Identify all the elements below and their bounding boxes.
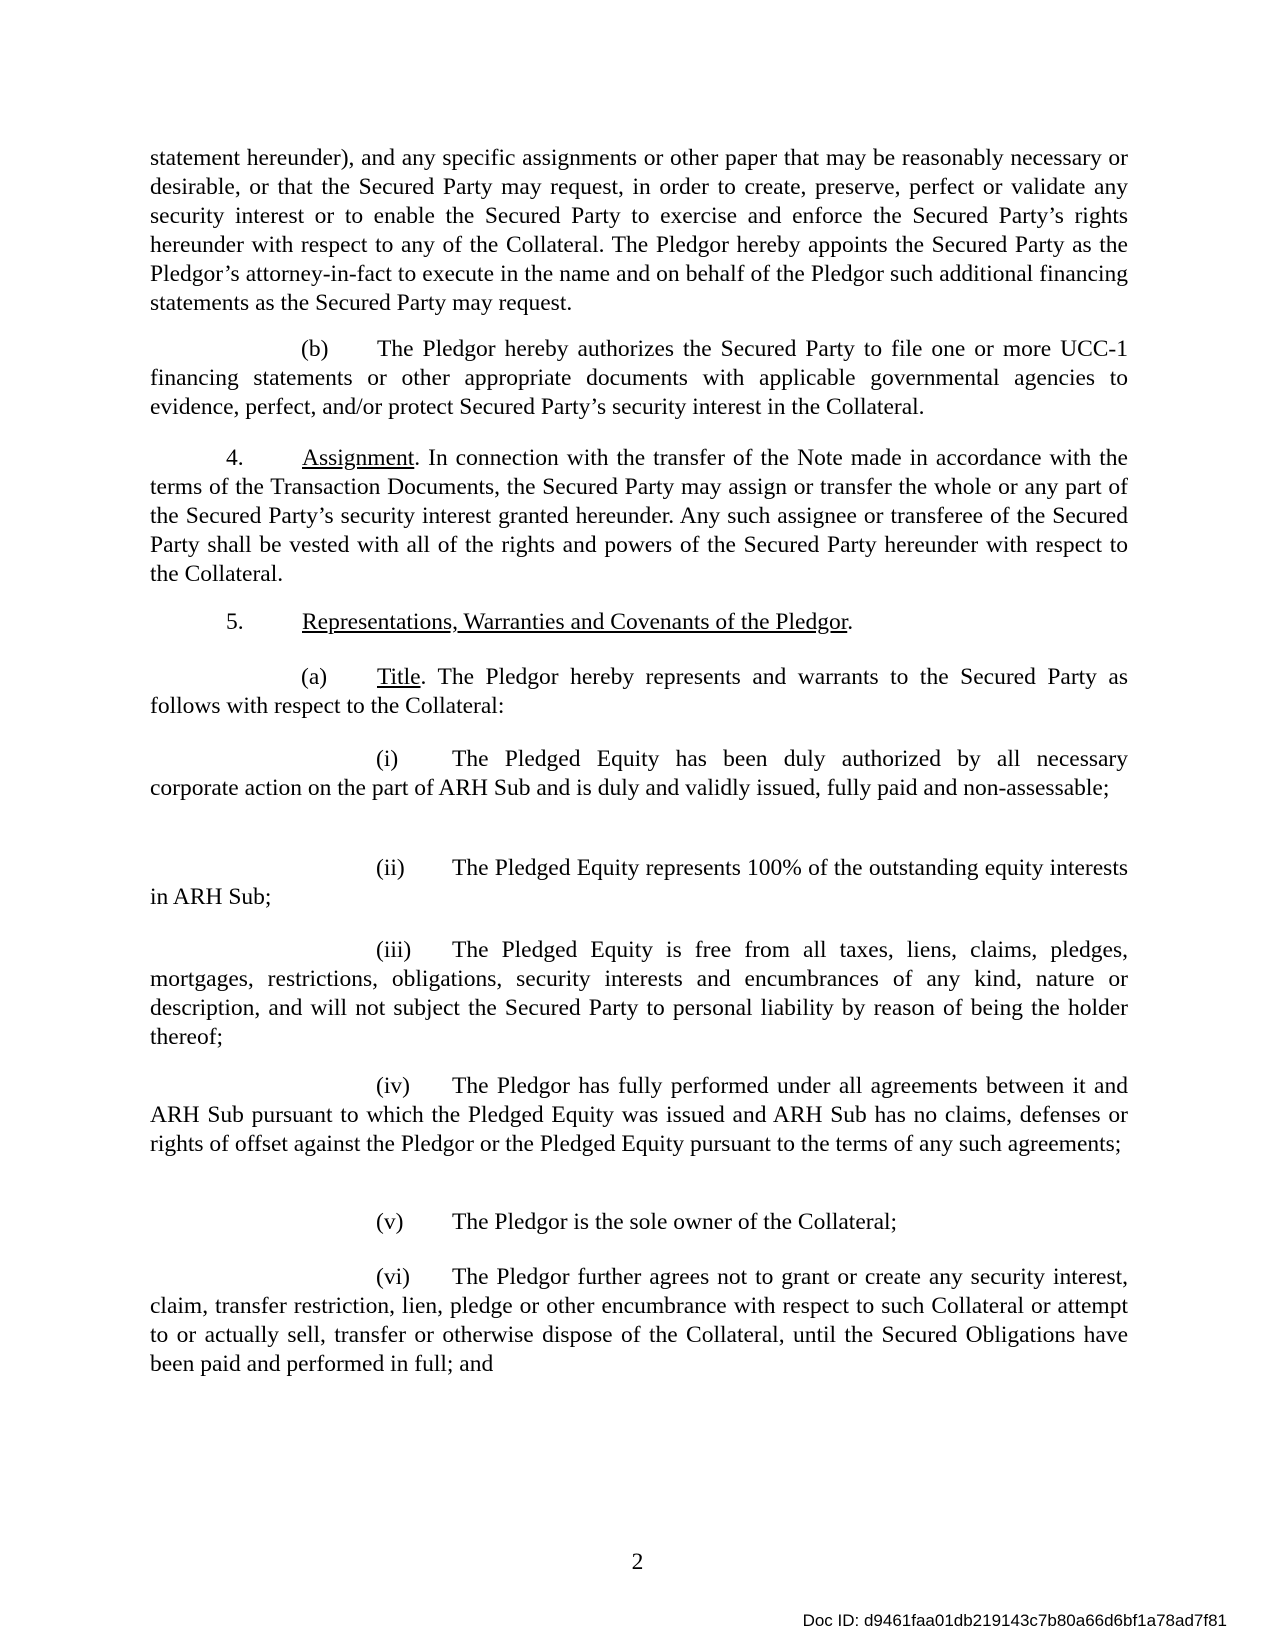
paragraph-b-text: The Pledgor hereby authorizes the Secured Party to file one or more UCC-1 financing statements or other appropriate documents with applicable governmental agencies to evidence, perfect, and/or protect Secured Party’s security interest in the Collateral. <box>150 336 1128 420</box>
doc-id-label: Doc ID: d9461faa01db219143c7b80a66d6bf1a78ad7f81 <box>802 1611 1227 1630</box>
clause-iv <box>150 1072 1128 1159</box>
section-5-text: . <box>847 609 854 635</box>
section-5-representations <box>150 608 1128 637</box>
clause-vi <box>150 1263 1128 1379</box>
page-number: 2 <box>631 1549 644 1575</box>
clause-ii-text: The Pledged Equity represents 100% of the outstanding equity interests in ARH Sub; <box>150 855 1128 910</box>
section-4-text: . In connection with the transfer of the Note made in accordance with the terms of the Transaction Documents, the Secured Party may assign or transfer the whole or any part of the Secured Party’s security interest granted hereunder. Any such assignee or transferee of the Secured Party shall be vested with all of the rights and powers of the Secured Party hereunder with respect to the Collateral. <box>150 445 1128 587</box>
section-4-heading: Assignment <box>302 445 415 471</box>
clause-i-number: (i) <box>376 746 399 772</box>
paragraph-b <box>150 335 1128 422</box>
clause-vi-number: (vi) <box>376 1264 410 1290</box>
paragraph-intro-text: statement hereunder), and any specific assignments or other paper that may be reasonably necessary or desirable, or that the Secured Party may request, in order to create, preserve, perfect or validate any security interest or to enable the Secured Party to exercise and enforce the Secured Party’s rights hereunder with respect to any of the Collateral. The Pledgor hereby appoints the Secured Party as the Pledgor’s attorney-in-fact to execute in the name and on behalf of the Pledgor such additional financing statements as the Secured Party may request. <box>150 145 1128 316</box>
section-4-assignment <box>150 444 1128 589</box>
paragraph-b-number: (b) <box>301 336 329 362</box>
clause-iii-number: (iii) <box>376 937 412 963</box>
paragraph-a-heading: Title <box>377 664 421 690</box>
clause-v-number: (v) <box>376 1209 404 1235</box>
clause-vi-text: The Pledgor further agrees not to grant or create any security interest, claim, transfer restriction, lien, pledge or other encumbrance with respect to such Collateral or attempt to or actually sell, transfer or otherwise dispose of the Collateral, until the Secured Obligations have been paid and performed in full; and <box>150 1264 1128 1377</box>
clause-i-text: The Pledged Equity has been duly authorized by all necessary corporate action on the part of ARH Sub and is duly and validly issued, fully paid and non-assessable; <box>150 746 1128 801</box>
paragraph-intro <box>150 144 1128 318</box>
clause-iv-text: The Pledgor has fully performed under all agreements between it and ARH Sub pursuant to which the Pledged Equity was issued and ARH Sub has no claims, defenses or rights of offset against the Pledgor or the Pledged Equity pursuant to the terms of any such agreements; <box>150 1073 1128 1157</box>
paragraph-a-number: (a) <box>301 664 328 690</box>
section-5-heading: Representations, Warranties and Covenants of the Pledgor <box>302 609 848 635</box>
clause-v <box>150 1208 1128 1237</box>
section-5-number: 5. <box>226 609 244 635</box>
clause-ii <box>150 854 1128 912</box>
paragraph-a-title <box>150 663 1128 721</box>
clause-iii-text: The Pledged Equity is free from all taxes, liens, claims, pledges, mortgages, restrictions, obligations, security interests and encumbrances of any kind, nature or description, and will not subject the Secured Party to personal liability by reason of being the holder thereof; <box>150 937 1128 1050</box>
clause-v-text: The Pledgor is the sole owner of the Collateral; <box>452 1209 898 1235</box>
clause-iii <box>150 936 1128 1052</box>
clause-ii-number: (ii) <box>376 855 405 881</box>
section-4-number: 4. <box>226 445 244 471</box>
clause-iv-number: (iv) <box>376 1073 410 1099</box>
clause-i <box>150 745 1128 803</box>
paragraph-a-text: . The Pledgor hereby represents and warrants to the Secured Party as follows with respect to the Collateral: <box>150 664 1128 719</box>
